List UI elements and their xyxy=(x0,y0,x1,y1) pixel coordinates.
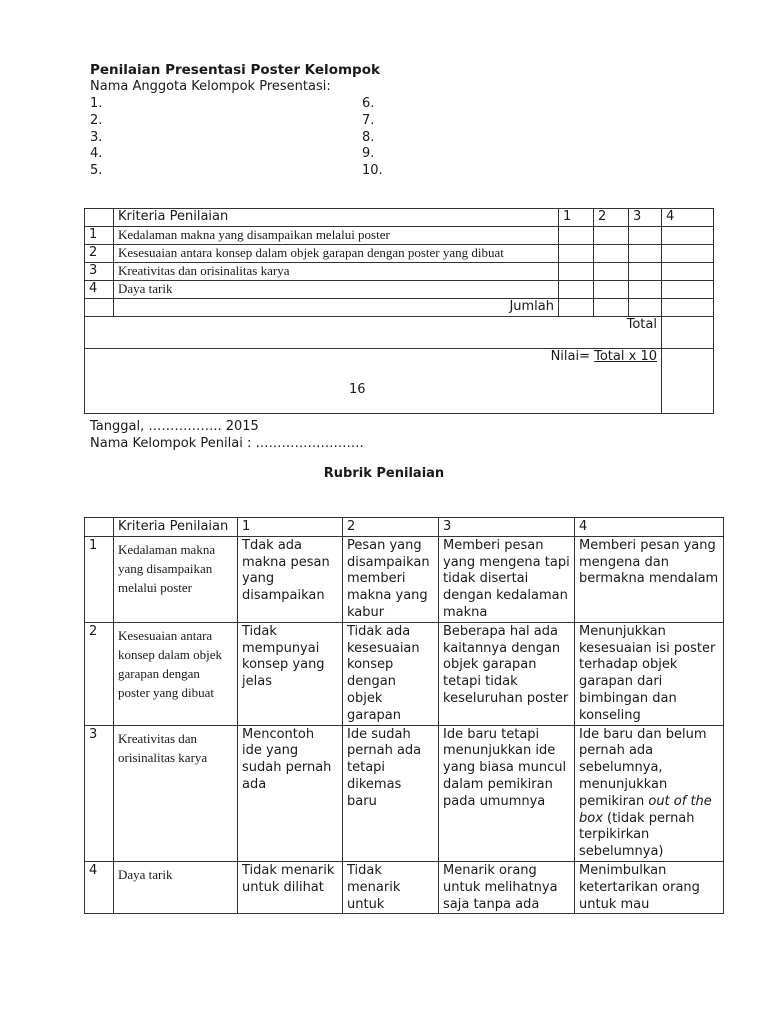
row-number: 3 xyxy=(85,263,114,281)
jumlah-cell[interactable] xyxy=(594,299,629,317)
rubric-cell: Beberapa hal ada kaitannya dengan objek garapan tetapi tidak keseluruhan poster xyxy=(439,622,575,725)
nilai-numerator: Total x 10 xyxy=(594,349,657,364)
rubric-cell: Mencontoh ide yang sudah pernah ada xyxy=(238,725,343,861)
criteria-cell: Daya tarik xyxy=(114,861,238,913)
table-row xyxy=(85,536,724,622)
table-row xyxy=(85,227,714,245)
table-row xyxy=(85,725,724,861)
member-line: 3. xyxy=(90,129,103,145)
rubric-table xyxy=(84,517,724,914)
score-cell[interactable] xyxy=(559,263,594,281)
member-line: 5. xyxy=(90,163,103,179)
total-label: Total xyxy=(85,317,662,349)
rubric-cell xyxy=(575,725,724,861)
members-list-left xyxy=(90,96,102,180)
row-number: 1 xyxy=(85,227,114,245)
rubric-cell: Menimbulkan ketertarikan orang untuk mau xyxy=(575,861,724,913)
score-cell[interactable] xyxy=(559,245,594,263)
total-row xyxy=(85,317,714,349)
score-cell[interactable] xyxy=(662,281,714,299)
row-number: 4 xyxy=(85,861,114,913)
table-row xyxy=(85,861,724,913)
assessor-group-line: Nama Kelompok Penilai : ……………………. xyxy=(90,436,364,451)
score-header: 2 xyxy=(343,518,439,537)
nilai-formula xyxy=(85,349,662,414)
rubric-cell: Menunjukkan kesesuaian isi poster terhadap objek garapan dari bimbingan dan konseling xyxy=(575,622,724,725)
rubric-text: Ide baru dan belum pernah ada sebelumnya, menunjukkan pemikiran xyxy=(579,726,707,809)
score-cell[interactable] xyxy=(594,227,629,245)
nilai-label: Nilai= xyxy=(550,349,590,364)
nilai-value-cell[interactable] xyxy=(662,349,714,414)
criteria-header: Kriteria Penilaian xyxy=(114,518,238,537)
score-cell[interactable] xyxy=(629,281,662,299)
jumlah-cell[interactable] xyxy=(662,299,714,317)
member-line: 2. xyxy=(90,112,103,128)
score-cell[interactable] xyxy=(629,227,662,245)
rubric-text: (tidak pernah terpikirkan sebelumnya) xyxy=(579,810,695,860)
rubric-cell: Ide baru tetapi menunjukkan ide yang biasa muncul dalam pemikiran pada umumnya xyxy=(439,725,575,861)
criteria-cell: Kedalaman makna yang disampaikan melalui poster xyxy=(114,536,238,622)
rubric-title: Rubrik Penilaian xyxy=(323,466,445,481)
date-line: Tanggal, …………….. 2015 xyxy=(90,419,259,434)
score-cell[interactable] xyxy=(662,227,714,245)
row-number: 4 xyxy=(85,281,114,299)
rubric-cell: Tidak mempunyai konsep yang jelas xyxy=(238,622,343,725)
score-cell[interactable] xyxy=(594,245,629,263)
rubric-cell: Tidak menarik untuk xyxy=(343,861,439,913)
member-line: 6. xyxy=(362,96,375,111)
member-line: 4. xyxy=(90,146,103,162)
member-line: 9. xyxy=(362,146,375,162)
criteria-header: Kriteria Penilaian xyxy=(114,209,559,227)
table-cell xyxy=(85,518,114,537)
jumlah-cell[interactable] xyxy=(559,299,594,317)
member-line: 7. xyxy=(362,112,375,128)
rubric-cell: Tidak menarik untuk dilihat xyxy=(238,861,343,913)
score-header: 3 xyxy=(629,209,662,227)
score-cell[interactable] xyxy=(629,263,662,281)
rubric-cell: Ide sudah pernah ada tetapi dikemas baru xyxy=(343,725,439,861)
jumlah-label: Jumlah xyxy=(114,299,559,317)
criteria-cell: Kesesuaian antara konsep dalam objek garapan dengan poster yang dibuat xyxy=(114,622,238,725)
score-header: 3 xyxy=(439,518,575,537)
score-header: 4 xyxy=(662,209,714,227)
rubric-cell: Memberi pesan yang mengena tapi tidak disertai dengan kedalaman makna xyxy=(439,536,575,622)
score-cell[interactable] xyxy=(559,281,594,299)
row-number: 3 xyxy=(85,725,114,861)
score-table xyxy=(84,208,714,414)
score-cell[interactable] xyxy=(559,227,594,245)
members-list-right xyxy=(362,96,383,180)
score-header: 2 xyxy=(594,209,629,227)
table-row xyxy=(85,281,714,299)
footer-info xyxy=(90,418,364,452)
member-line: 1. xyxy=(90,96,103,111)
score-cell[interactable] xyxy=(594,263,629,281)
rubric-cell: Menarik orang untuk melihatnya saja tanpa ada xyxy=(439,861,575,913)
row-number: 2 xyxy=(85,622,114,725)
member-line: 8. xyxy=(362,129,375,145)
score-cell[interactable] xyxy=(629,245,662,263)
table-header-row xyxy=(85,518,724,537)
page-title: Penilaian Presentasi Poster Kelompok xyxy=(90,62,380,78)
nilai-divisor: 16 xyxy=(349,382,366,397)
criteria-cell: Kreativitas dan orisinalitas karya xyxy=(114,725,238,861)
jumlah-cell[interactable] xyxy=(629,299,662,317)
score-cell[interactable] xyxy=(594,281,629,299)
rubric-cell: Memberi pesan yang mengena dan bermakna mendalam xyxy=(575,536,724,622)
table-row xyxy=(85,622,724,725)
criteria-cell: Kreativitas dan orisinalitas karya xyxy=(114,263,559,281)
score-cell[interactable] xyxy=(662,263,714,281)
criteria-cell: Kedalaman makna yang disampaikan melalui poster xyxy=(114,227,559,245)
score-cell[interactable] xyxy=(662,245,714,263)
criteria-cell: Kesesuaian antara konsep dalam objek garapan dengan poster yang dibuat xyxy=(114,245,559,263)
member-line: 10. xyxy=(362,163,383,179)
table-row xyxy=(85,263,714,281)
criteria-cell: Daya tarik xyxy=(114,281,559,299)
score-header: 4 xyxy=(575,518,724,537)
row-number: 2 xyxy=(85,245,114,263)
rubric-cell: Tidak ada kesesuaian konsep dengan objek garapan xyxy=(343,622,439,725)
rubric-text-italic: out of the box xyxy=(579,793,712,826)
table-row xyxy=(85,245,714,263)
members-heading: Nama Anggota Kelompok Presentasi: xyxy=(90,79,331,94)
total-value-cell[interactable] xyxy=(662,317,714,349)
score-header: 1 xyxy=(238,518,343,537)
table-cell xyxy=(85,299,114,317)
table-header-row xyxy=(85,209,714,227)
table-cell xyxy=(85,209,114,227)
score-header: 1 xyxy=(559,209,594,227)
nilai-row xyxy=(85,349,714,414)
row-number: 1 xyxy=(85,536,114,622)
rubric-cell: Tdak ada makna pesan yang disampaikan xyxy=(238,536,343,622)
jumlah-row xyxy=(85,299,714,317)
rubric-cell: Pesan yang disampaikan memberi makna yang kabur xyxy=(343,536,439,622)
